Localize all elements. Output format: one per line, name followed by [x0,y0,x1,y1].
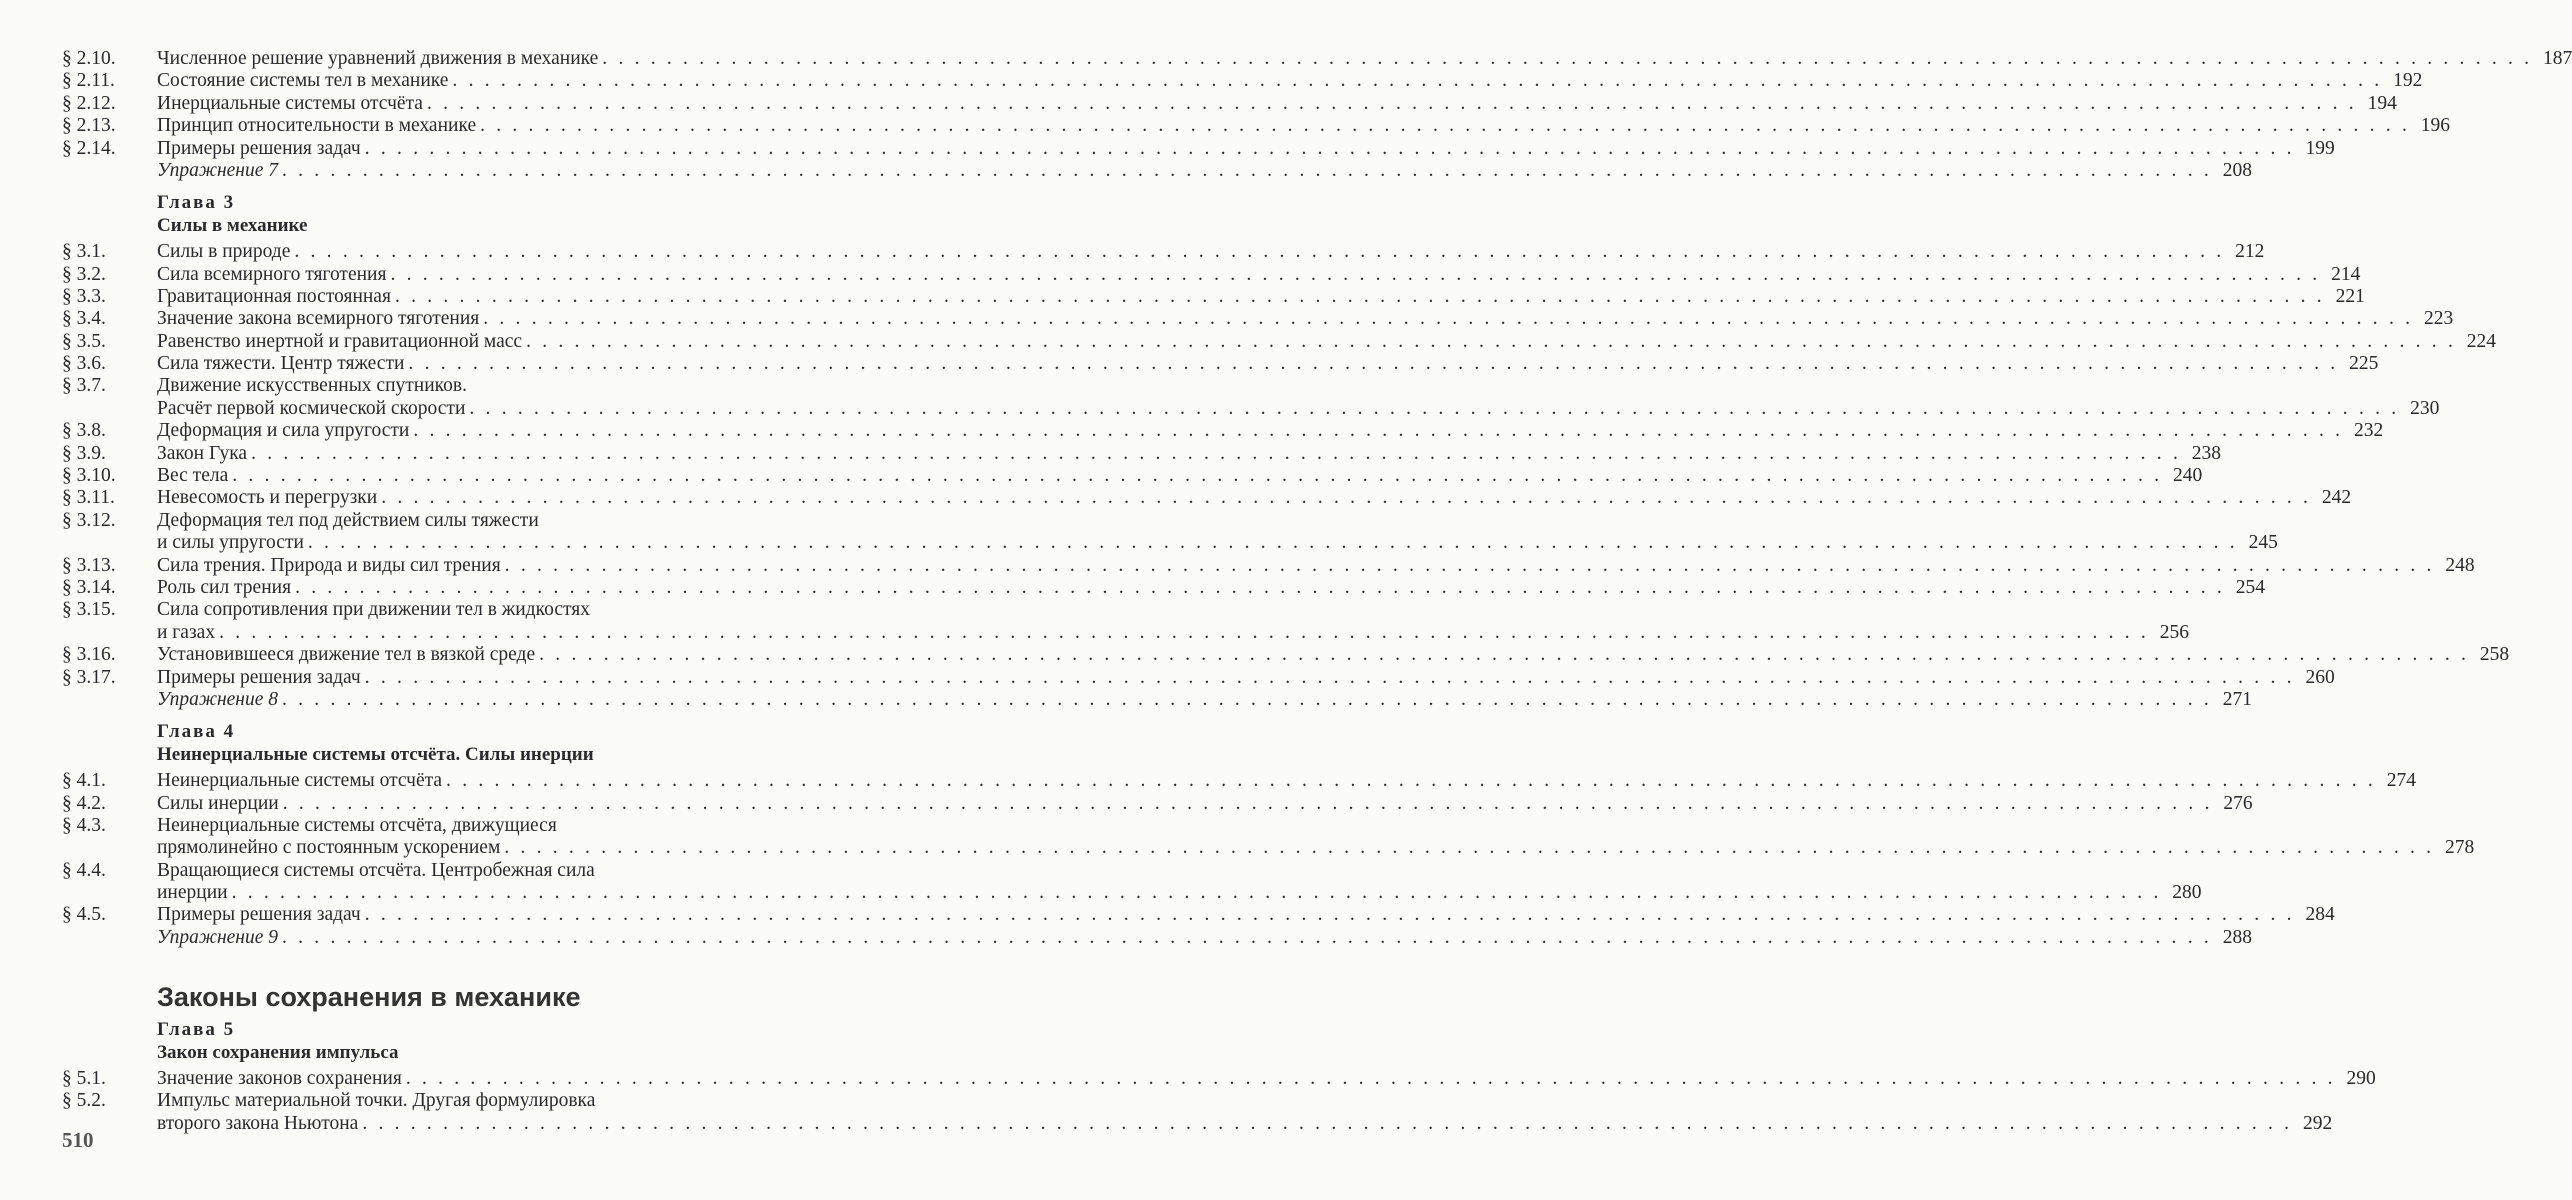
section-number: § 4.2. [62,792,106,814]
exercise-entry[interactable] [62,688,2252,711]
dot-leader: . . . . . . . . . . . . . . . . . . . . . . . . . . . . . . . . . . . . . . . . . . . . . . . . . . . . . . . . . . . . . . . . . . . . . . . . . . . . . . . . . . . . . . . . . . . . . . . . . . . . . . . . . . . . . . . . . . . . . . . . [394,285,2325,307]
page-ref: 196 [2420,115,2451,137]
section-title: Установившееся движение тел в вязкой среде [157,644,536,666]
toc-line [62,1068,2376,1090]
dot-leader: . . . . . . . . . . . . . . . . . . . . . . . . . . . . . . . . . . . . . . . . . . . . . . . . . . . . . . . . . . . . . . . . . . . . . . . . . . . . . . . . . . . . . . . . . . . . . . . . . . . . . . . . . . . . . . . . . . . . . . . . [282,926,2212,948]
toc-line [62,1112,2333,1135]
page-ref: 256 [2159,621,2190,643]
page-ref: 271 [2222,688,2252,710]
section-number: § 3.11. [62,487,115,509]
page-ref: 232 [2354,420,2384,442]
toc-line [62,770,2416,792]
toc-line [62,792,2253,815]
page-ref: 254 [2235,576,2265,598]
section-title: Деформация и сила упругости [157,420,410,442]
dot-leader: . . . . . . . . . . . . . . . . . . . . . . . . . . . . . . . . . . . . . . . . . . . . . . . . . . . . . . . . . . . . . . . . . . . . . . . . . . . . . . . . . . . . . . . . . . . . . . . . . . . . . . . . . . . . . . . . . . . . . . . . [413,420,2344,442]
section-number: § 3.3. [62,285,106,307]
toc-line [62,666,2335,689]
chapter-title: Силы в механике [157,214,308,236]
section-title: Равенство инертной и гравитационной масс [157,330,523,352]
page-ref: 240 [2172,465,2203,487]
toc-line [62,554,2475,577]
section-title: Значение законов сохранения [157,1068,402,1090]
dot-leader: . . . . . . . . . . . . . . . . . . . . . . . . . . . . . . . . . . . . . . . . . . . . . . . . . . . . . . . . . . . . . . . . . . . . . . . . . . . . . . . . . . . . . . . . . . . . . . . . . . . . . . . . . . . . . . . . . . . . . . . . [294,241,2225,263]
page-ref: 199 [2305,137,2335,159]
dot-leader: . . . . . . . . . . . . . . . . . . . . . . . . . . . . . . . . . . . . . . . . . . . . . . . . . . . . . . . . . . . . . . . . . . . . . . . . . . . . . . . . . . . . . . . . . . . . . . . . . . . . . . . . . . . . . . . . . . . . . . . . [483,308,2414,330]
section-number: § 3.10. [62,465,116,487]
section-title: Сила сопротивления при движении тел в жидкостях [157,599,590,621]
toc-entry[interactable] [62,576,2265,599]
toc-entry[interactable] [62,442,2222,465]
page-ref: 248 [2445,554,2475,576]
toc-line [62,241,2265,263]
section-title: Примеры решения задач [157,904,361,926]
toc-line [62,487,2352,509]
page-ref: 245 [2248,532,2278,554]
section-title: Неинерциальные системы отсчёта [157,770,443,792]
dot-leader: . . . . . . . . . . . . . . . . . . . . . . . . . . . . . . . . . . . . . . . . . . . . . . . . . . . . . . . . . . . . . . . . . . . . . . . . . . . . . . . . . . . . . . . . . . . . . . . . . . . . . . . . . . . . . . . . . . . . . . . . [452,70,2383,92]
section-title: инерции [157,882,228,904]
toc-line [62,576,2265,599]
toc-entry[interactable] [62,509,2278,555]
section-title: второго закона Ньютона [157,1112,359,1134]
section-number: § 3.7. [62,375,106,397]
section-number: § 2.11. [62,70,115,92]
toc-entry[interactable] [62,487,2352,509]
section-title: Импульс материальной точки. Другая формулировка [157,1090,596,1112]
page-ref: 278 [2445,837,2475,859]
chapter-title: Неинерциальные системы отсчёта. Силы инерции [157,743,594,765]
toc-line [62,882,2202,904]
page-ref: 276 [2223,792,2253,814]
section-title: Упражнение 9 [157,926,278,948]
dot-leader: . . . . . . . . . . . . . . . . . . . . . . . . . . . . . . . . . . . . . . . . . . . . . . . . . . . . . . . . . . . . . . . . . . . . . . . . . . . . . . . . . . . . . . . . . . . . . . . . . . . . . . . . . . . . . . . . . . . . . . . . [469,397,2400,419]
toc-entry[interactable] [62,420,2384,442]
dot-leader: . . . . . . . . . . . . . . . . . . . . . . . . . . . . . . . . . . . . . . . . . . . . . . . . . . . . . . . . . . . . . . . . . . . . . . . . . . . . . . . . . . . . . . . . . . . . . . . . . . . . . . . . . . . . . . . . . . . . . . . . [232,465,2163,487]
section-number: § 3.4. [62,308,106,330]
dot-leader: . . . . . . . . . . . . . . . . . . . . . . . . . . . . . . . . . . . . . . . . . . . . . . . . . . . . . . . . . . . . . . . . . . . . . . . . . . . . . . . . . . . . . . . . . . . . . . . . . . . . . . . . . . . . . . . . . . . . . . . . [405,1068,2336,1090]
toc-entry[interactable] [62,70,2423,92]
section-number: § 3.16. [62,644,116,666]
toc-line [62,285,2365,308]
dot-leader: . . . . . . . . . . . . . . . . . . . . . . . . . . . . . . . . . . . . . . . . . . . . . . . . . . . . . . . . . . . . . . . . . . . . . . . . . . . . . . . . . . . . . . . . . . . . . . . . . . . . . . . . . . . . . . . . . . . . . . . . [362,1112,2293,1134]
dot-leader: . . . . . . . . . . . . . . . . . . . . . . . . . . . . . . . . . . . . . . . . . . . . . . . . . . . . . . . . . . . . . . . . . . . . . . . . . . . . . . . . . . . . . . . . . . . . . . . . . . . . . . . . . . . . . . . . . . . . . . . . [504,837,2435,859]
section-number: § 2.13. [62,115,116,137]
section-number: § 4.1. [62,770,106,792]
section-title: Гравитационная постоянная [157,285,391,307]
toc-entry[interactable] [62,285,2365,308]
section-title: Примеры решения задач [157,137,361,159]
section-title: Упражнение 8 [157,688,278,710]
dot-leader: . . . . . . . . . . . . . . . . . . . . . . . . . . . . . . . . . . . . . . . . . . . . . . . . . . . . . . . . . . . . . . . . . . . . . . . . . . . . . . . . . . . . . . . . . . . . . . . . . . . . . . . . . . . . . . . . . . . . . . . . [390,263,2321,285]
toc-entry[interactable] [62,263,2361,286]
toc-line [62,510,878,532]
chapter-label: Глава 4 [157,721,236,743]
section-title: Сила всемирного тяготения [157,263,387,285]
toc-entry[interactable] [62,859,2202,905]
toc-line [62,115,2451,137]
toc-line [62,688,2252,711]
page-ref: 212 [2235,241,2265,263]
toc-line [62,621,2190,644]
dot-leader: . . . . . . . . . . . . . . . . . . . . . . . . . . . . . . . . . . . . . . . . . . . . . . . . . . . . . . . . . . . . . . . . . . . . . . . . . . . . . . . . . . . . . . . . . . . . . . . . . . . . . . . . . . . . . . . . . . . . . . . . [446,770,2376,792]
toc-line [62,815,878,837]
toc-entry[interactable] [62,330,2497,353]
section-title: Принцип относительности в механике [157,115,477,137]
toc-entry[interactable] [62,666,2335,689]
toc-entry[interactable] [62,770,2416,792]
section-number: § 3.12. [62,509,116,531]
section-number: § 5.1. [62,1068,106,1090]
dot-leader: . . . . . . . . . . . . . . . . . . . . . . . . . . . . . . . . . . . . . . . . . . . . . . . . . . . . . . . . . . . . . . . . . . . . . . . . . . . . . . . . . . . . . . . . . . . . . . . . . . . . . . . . . . . . . . . . . . . . . . . . [602,48,2533,69]
dot-leader: . . . . . . . . . . . . . . . . . . . . . . . . . . . . . . . . . . . . . . . . . . . . . . . . . . . . . . . . . . . . . . . . . . . . . . . . . . . . . . . . . . . . . . . . . . . . . . . . . . . . . . . . . . . . . . . . . . . . . . . . [364,904,2295,926]
section-title: Упражнение 7 [157,159,278,181]
toc-entry[interactable] [62,1090,2333,1135]
page-ref: 238 [2191,442,2222,464]
page-ref: 221 [2335,285,2365,307]
dot-leader: . . . . . . . . . . . . . . . . . . . . . . . . . . . . . . . . . . . . . . . . . . . . . . . . . . . . . . . . . . . . . . . . . . . . . . . . . . . . . . . . . . . . . . . . . . . . . . . . . . . . . . . . . . . . . . . . . . . . . . . . [364,137,2295,159]
dot-leader: . . . . . . . . . . . . . . . . . . . . . . . . . . . . . . . . . . . . . . . . . . . . . . . . . . . . . . . . . . . . . . . . . . . . . . . . . . . . . . . . . . . . . . . . . . . . . . . . . . . . . . . . . . . . . . . . . . . . . . . . [307,532,2238,554]
section-title: и газах [157,621,216,643]
toc-line [62,926,2252,949]
section-title: Невесомость и перегрузки [157,487,378,509]
part-title: Законы сохранения в механике [157,982,581,1013]
dot-leader: . . . . . . . . . . . . . . . . . . . . . . . . . . . . . . . . . . . . . . . . . . . . . . . . . . . . . . . . . . . . . . . . . . . . . . . . . . . . . . . . . . . . . . . . . . . . . . . . . . . . . . . . . . . . . . . . . . . . . . . . [426,92,2357,114]
dot-leader: . . . . . . . . . . . . . . . . . . . . . . . . . . . . . . . . . . . . . . . . . . . . . . . . . . . . . . . . . . . . . . . . . . . . . . . . . . . . . . . . . . . . . . . . . . . . . . . . . . . . . . . . . . . . . . . . . . . . . . . . [282,159,2212,181]
section-title: Сила трения. Природа и виды сил трения [157,554,501,576]
page-ref: 223 [2423,308,2454,330]
section-number: § 4.5. [62,904,106,926]
page-ref: 292 [2303,1112,2333,1134]
section-number: § 3.9. [62,442,106,464]
toc-line [62,644,2510,666]
toc-entry[interactable] [62,48,2572,70]
section-number: § 3.8. [62,420,106,442]
page-ref: 192 [2393,70,2423,92]
exercise-entry[interactable] [62,926,2252,949]
page-ref: 280 [2172,882,2202,904]
toc-line [62,837,2475,859]
dot-leader: . . . . . . . . . . . . . . . . . . . . . . . . . . . . . . . . . . . . . . . . . . . . . . . . . . . . . . . . . . . . . . . . . . . . . . . . . . . . . . . . . . . . . . . . . . . . . . . . . . . . . . . . . . . . . . . . . . . . . . . . [408,353,2339,375]
dot-leader: . . . . . . . . . . . . . . . . . . . . . . . . . . . . . . . . . . . . . . . . . . . . . . . . . . . . . . . . . . . . . . . . . . . . . . . . . . . . . . . . . . . . . . . . . . . . . . . . . . . . . . . . . . . . . . . . . . . . . . . . [251,442,2182,464]
toc-line [62,330,2497,353]
section-title: Расчёт первой космической скорости [157,397,466,419]
section-number: § 2.14. [62,137,116,159]
exercise-entry[interactable] [62,159,2252,182]
section-title: Неинерциальные системы отсчёта, движущиеся [157,814,557,836]
section-title: Вращающиеся системы отсчёта. Центробежная сила [157,859,595,881]
dot-leader: . . . . . . . . . . . . . . . . . . . . . . . . . . . . . . . . . . . . . . . . . . . . . . . . . . . . . . . . . . . . . . . . . . . . . . . . . . . . . . . . . . . . . . . . . . . . . . . . . . . . . . . . . . . . . . . . . . . . . . . . [381,487,2312,509]
toc-entry[interactable] [62,137,2335,160]
toc-entry[interactable] [62,241,2265,263]
toc-entry[interactable] [62,554,2475,577]
page-ref: 290 [2346,1068,2376,1090]
toc-line [62,442,2222,465]
toc-line [62,137,2335,160]
section-number: § 4.3. [62,814,106,836]
dot-leader: . . . . . . . . . . . . . . . . . . . . . . . . . . . . . . . . . . . . . . . . . . . . . . . . . . . . . . . . . . . . . . . . . . . . . . . . . . . . . . . . . . . . . . . . . . . . . . . . . . . . . . . . . . . . . . . . . . . . . . . . [231,882,2162,904]
toc-line [62,48,2572,70]
toc-entry[interactable] [62,115,2451,137]
toc-line [62,70,2423,92]
section-number: § 3.6. [62,353,106,375]
section-title: Деформация тел под действием силы тяжести [157,509,539,531]
section-number: § 3.15. [62,599,116,621]
section-title: Роль сил трения [157,576,292,598]
dot-leader: . . . . . . . . . . . . . . . . . . . . . . . . . . . . . . . . . . . . . . . . . . . . . . . . . . . . . . . . . . . . . . . . . . . . . . . . . . . . . . . . . . . . . . . . . . . . . . . . . . . . . . . . . . . . . . . . . . . . . . . . [480,115,2411,137]
toc-line [62,904,2335,926]
section-title: Значение закона всемирного тяготения [157,308,480,330]
toc-line [62,397,2440,420]
chapter-label: Глава 3 [157,192,236,214]
section-title: Примеры решения задач [157,666,361,688]
toc-line [62,420,2384,442]
page-ref: 230 [2410,397,2440,419]
section-title: Численное решение уравнений движения в механике [157,48,599,69]
section-number: § 2.12. [62,92,116,114]
toc-line [62,263,2361,286]
toc-line [62,353,2379,375]
section-number: § 2.10. [62,48,116,69]
dot-leader: . . . . . . . . . . . . . . . . . . . . . . . . . . . . . . . . . . . . . . . . . . . . . . . . . . . . . . . . . . . . . . . . . . . . . . . . . . . . . . . . . . . . . . . . . . . . . . . . . . . . . . . . . . . . . . . . . . . . . . . . [526,330,2457,352]
section-title: Закон Гука [157,442,248,464]
toc-entry[interactable] [62,644,2510,666]
page-ref: 274 [2386,770,2416,792]
dot-leader: . . . . . . . . . . . . . . . . . . . . . . . . . . . . . . . . . . . . . . . . . . . . . . . . . . . . . . . . . . . . . . . . . . . . . . . . . . . . . . . . . . . . . . . . . . . . . . . . . . . . . . . . . . . . . . . . . . . . . . . . [504,554,2435,576]
toc-entry[interactable] [62,1068,2376,1090]
section-number: § 3.1. [62,241,106,263]
section-title: Силы инерции [157,792,279,814]
dot-leader: . . . . . . . . . . . . . . . . . . . . . . . . . . . . . . . . . . . . . . . . . . . . . . . . . . . . . . . . . . . . . . . . . . . . . . . . . . . . . . . . . . . . . . . . . . . . . . . . . . . . . . . . . . . . . . . . . . . . . . . . [282,688,2212,710]
page-ref: 288 [2222,926,2252,948]
toc-entry[interactable] [62,792,2253,815]
toc-entry[interactable] [62,599,2190,644]
section-number: § 3.17. [62,666,116,688]
toc-entry[interactable] [62,465,2203,487]
section-title: прямолинейно с постоянным ускорением [157,837,501,859]
section-number: § 3.14. [62,576,116,598]
section-number: § 4.4. [62,859,106,881]
section-title: и силы упругости [157,532,304,554]
chapter-label: Глава 5 [157,1019,236,1041]
toc-line [62,1090,878,1112]
toc-entry[interactable] [62,92,2397,115]
section-title: Силы в природе [157,241,291,263]
section-title: Движение искусственных спутников. [157,375,467,397]
toc-line [62,465,2203,487]
toc-entry[interactable] [62,814,2475,860]
section-title: Вес тела [157,465,229,487]
page-ref: 260 [2305,666,2335,688]
table-of-contents [62,48,2572,1135]
page-ref: 225 [2349,353,2379,375]
page-ref: 224 [2466,330,2497,352]
page-number: 510 [62,1128,94,1152]
toc-line [62,860,878,882]
toc-line [62,375,878,397]
page-ref: 242 [2321,487,2352,509]
chapter-title: Закон сохранения импульса [157,1041,399,1063]
page-ref: 194 [2367,92,2397,114]
page-ref: 214 [2331,263,2361,285]
toc-entry[interactable] [62,375,2440,420]
toc-line [62,532,2278,554]
dot-leader: . . . . . . . . . . . . . . . . . . . . . . . . . . . . . . . . . . . . . . . . . . . . . . . . . . . . . . . . . . . . . . . . . . . . . . . . . . . . . . . . . . . . . . . . . . . . . . . . . . . . . . . . . . . . . . . . . . . . . . . . [282,792,2213,814]
section-title: Инерциальные системы отсчёта [157,92,423,114]
dot-leader: . . . . . . . . . . . . . . . . . . . . . . . . . . . . . . . . . . . . . . . . . . . . . . . . . . . . . . . . . . . . . . . . . . . . . . . . . . . . . . . . . . . . . . . . . . . . . . . . . . . . . . . . . . . . . . . . . . . . . . . . [219,621,2150,643]
toc-entry[interactable] [62,353,2379,375]
dot-leader: . . . . . . . . . . . . . . . . . . . . . . . . . . . . . . . . . . . . . . . . . . . . . . . . . . . . . . . . . . . . . . . . . . . . . . . . . . . . . . . . . . . . . . . . . . . . . . . . . . . . . . . . . . . . . . . . . . . . . . . . [539,644,2470,666]
section-number: § 3.13. [62,554,116,576]
section-number: § 5.2. [62,1090,106,1112]
section-title: Состояние системы тел в механике [157,70,449,92]
toc-line [62,159,2252,182]
page-ref: 187 [2542,48,2572,69]
page-ref: 258 [2479,644,2510,666]
toc-entry[interactable] [62,308,2454,330]
page-ref: 284 [2305,904,2335,926]
section-title: Сила тяжести. Центр тяжести [157,353,405,375]
page-ref: 208 [2222,159,2252,181]
section-number: § 3.2. [62,263,106,285]
section-number: § 3.5. [62,330,106,352]
dot-leader: . . . . . . . . . . . . . . . . . . . . . . . . . . . . . . . . . . . . . . . . . . . . . . . . . . . . . . . . . . . . . . . . . . . . . . . . . . . . . . . . . . . . . . . . . . . . . . . . . . . . . . . . . . . . . . . . . . . . . . . . [364,666,2295,688]
dot-leader: . . . . . . . . . . . . . . . . . . . . . . . . . . . . . . . . . . . . . . . . . . . . . . . . . . . . . . . . . . . . . . . . . . . . . . . . . . . . . . . . . . . . . . . . . . . . . . . . . . . . . . . . . . . . . . . . . . . . . . . . [295,576,2225,598]
toc-line [62,92,2397,115]
toc-line [62,599,878,621]
toc-entry[interactable] [62,904,2335,926]
toc-line [62,308,2454,330]
